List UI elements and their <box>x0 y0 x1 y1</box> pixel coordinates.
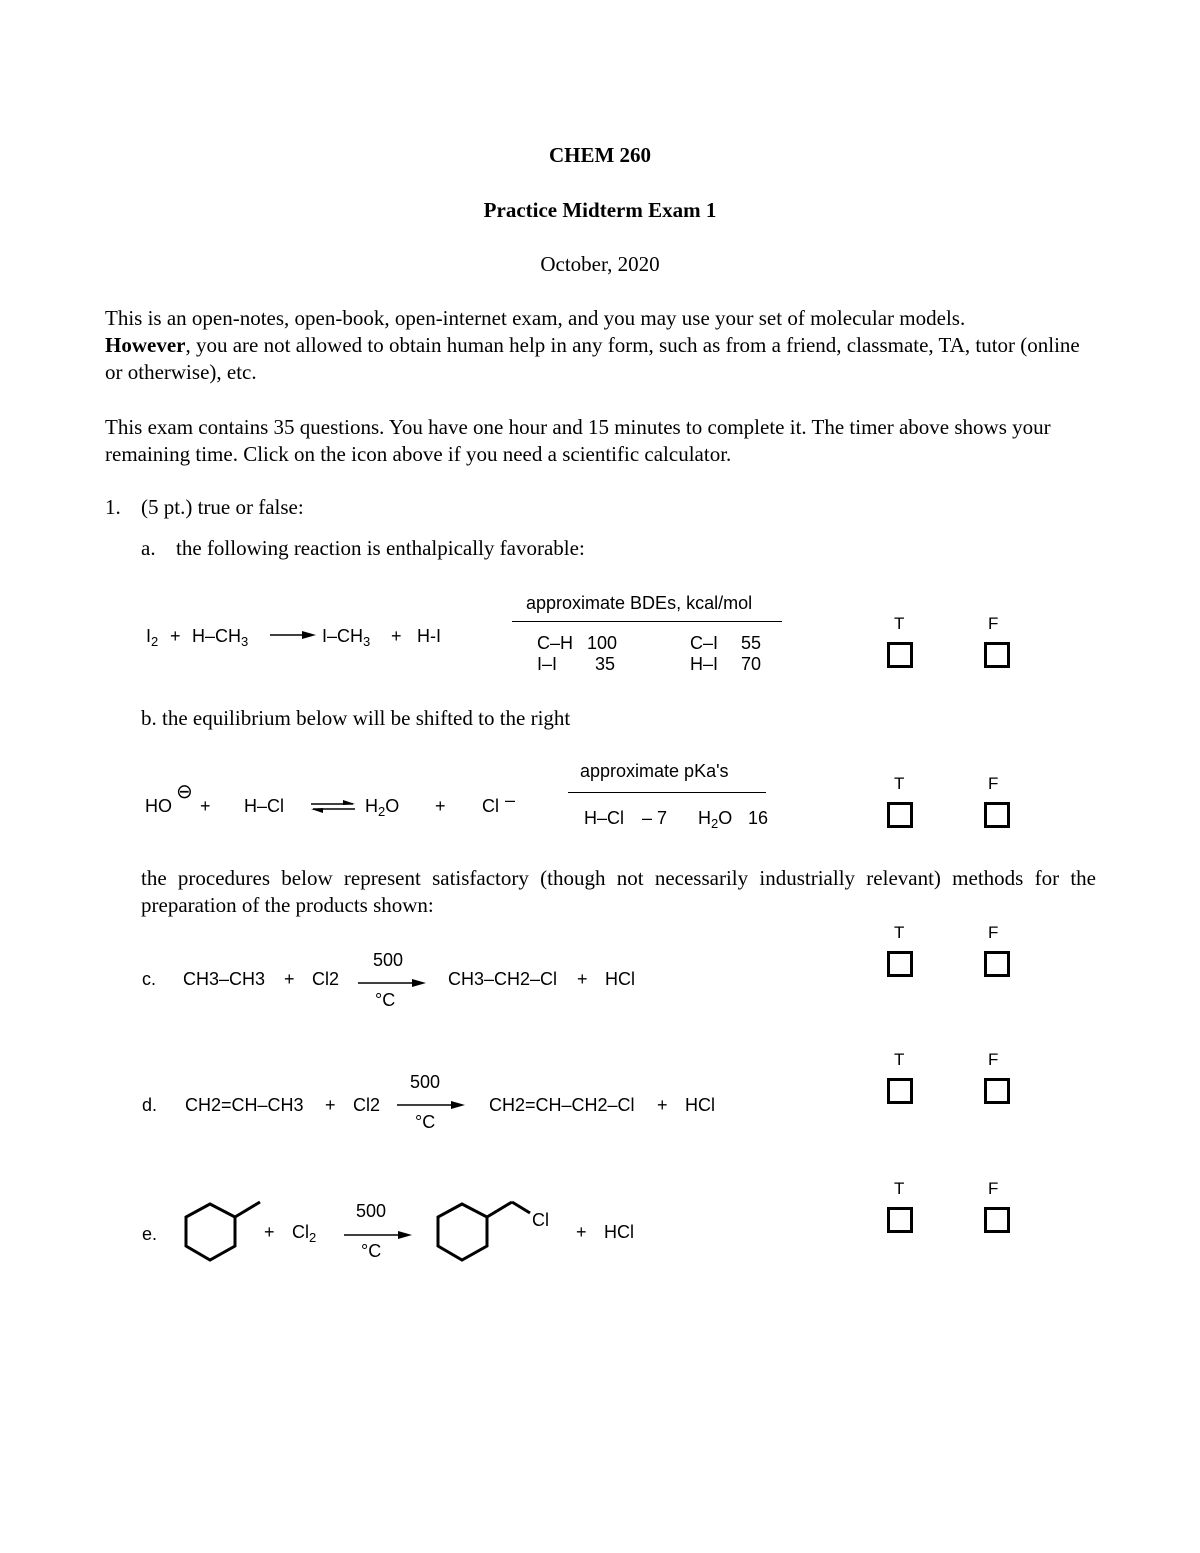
part-b-false-label: F <box>988 774 999 793</box>
however-emphasis: However <box>105 333 186 357</box>
part-b-text: b. the equilibrium below will be shifted to the right <box>141 706 571 730</box>
part-a-letter: a. <box>141 536 156 560</box>
part-a-product-1: $I-CH_3$ <box>322 626 371 649</box>
bde-value-1: 100 <box>587 633 618 653</box>
equilibrium-arrow-icon <box>311 799 357 813</box>
part-d-condition-unit: °C <box>415 1112 436 1132</box>
chloromethylcyclohexane-structure-icon <box>432 1198 542 1268</box>
part-e-condition-temp: 500 <box>356 1201 387 1221</box>
part-b-true-label: T <box>894 774 905 793</box>
part-b-reactant-1: HO <box>145 796 172 816</box>
part-e-plus-1: + <box>264 1222 275 1242</box>
part-d-reagent: Cl2 <box>353 1095 381 1115</box>
part-a-text: the following reaction is enthalpically favorable: <box>176 536 585 560</box>
part-a-plus-2: + <box>391 626 402 646</box>
bde-table-title: approximate BDEs, kcal/mol <box>526 593 753 613</box>
methylcyclohexane-structure-icon <box>180 1198 270 1268</box>
part-c-true-label: T <box>894 923 905 942</box>
part-d-letter: d. <box>142 1095 158 1115</box>
pka-value-1: – 7 <box>642 808 668 828</box>
bde-value-3: 35 <box>595 654 616 674</box>
part-c-false-checkbox[interactable] <box>984 951 1010 977</box>
course-title: CHEM 260 <box>548 143 652 167</box>
part-b-reactant-2: H–Cl <box>244 796 285 816</box>
part-c-plus-1: + <box>284 969 295 989</box>
part-c-reagent: Cl2 <box>312 969 340 989</box>
part-d-byproduct: HCl <box>685 1095 715 1115</box>
part-e-true-label: T <box>894 1179 905 1198</box>
part-a-true-checkbox[interactable] <box>887 642 913 668</box>
reaction-arrow-icon <box>344 1228 414 1242</box>
part-e-plus-2: + <box>576 1222 587 1242</box>
instructions-rest: , you are not allowed to obtain human help in any form, such as from a friend, classmate, TA, tutor (online or otherwise), etc. <box>105 333 1080 384</box>
part-c-plus-2: + <box>577 969 588 989</box>
reaction-arrow-icon <box>358 976 428 990</box>
part-d-condition-temp: 500 <box>410 1072 441 1092</box>
part-c-condition-temp: 500 <box>373 950 404 970</box>
part-a-false-label: F <box>988 614 999 633</box>
exam-date: October, 2020 <box>540 252 660 276</box>
part-a-true-label: T <box>894 614 905 633</box>
part-a-product-2: H-I <box>417 626 441 646</box>
question-prompt: (5 pt.) true or false: <box>141 495 304 519</box>
part-b-product-2: Cl <box>482 796 499 816</box>
instructions-paragraph-1 <box>105 305 1097 386</box>
part-b-plus-2: + <box>435 796 446 816</box>
part-e-false-checkbox[interactable] <box>984 1207 1010 1233</box>
part-d-false-checkbox[interactable] <box>984 1078 1010 1104</box>
reaction-arrow-icon <box>270 628 320 642</box>
part-b-true-checkbox[interactable] <box>887 802 913 828</box>
part-b-charge-2: – <box>505 790 516 810</box>
part-e-product-atom: Cl <box>532 1210 549 1230</box>
part-d-product: CH2=CH–CH2–Cl <box>489 1095 635 1115</box>
pka-acid-2: $H_2O$ <box>698 808 733 831</box>
pka-acid-1: H–Cl <box>584 808 625 828</box>
part-e-condition-unit: °C <box>361 1241 382 1261</box>
question-number: 1. <box>105 495 121 519</box>
part-e-letter: e. <box>142 1224 158 1244</box>
pka-table-divider <box>568 792 766 793</box>
part-a-reactant-1: $I_2$ <box>146 626 159 649</box>
bde-value-4: 70 <box>741 654 762 674</box>
part-a-plus-1: + <box>170 626 181 646</box>
part-c-letter: c. <box>142 969 157 989</box>
part-b-false-checkbox[interactable] <box>984 802 1010 828</box>
part-d-false-label: F <box>988 1050 999 1069</box>
bde-bond-1: C–H <box>537 633 574 653</box>
part-a-false-checkbox[interactable] <box>984 642 1010 668</box>
pka-value-2: 16 <box>748 808 769 828</box>
bde-bond-2: C–I <box>690 633 719 653</box>
bde-value-2: 55 <box>741 633 762 653</box>
part-b-charge-1: ⊖ <box>176 781 193 803</box>
bde-bond-4: H–I <box>690 654 719 674</box>
part-c-byproduct: HCl <box>605 969 635 989</box>
part-d-true-checkbox[interactable] <box>887 1078 913 1104</box>
reaction-arrow-icon <box>397 1098 467 1112</box>
part-b-plus-1: + <box>200 796 211 816</box>
part-e-true-checkbox[interactable] <box>887 1207 913 1233</box>
part-c-product: CH3–CH2–Cl <box>448 969 558 989</box>
instructions-line-1: This is an open-notes, open-book, open-internet exam, and you may use your set of molecular models. <box>105 306 966 330</box>
part-b-product-1: $H_2O$ <box>365 796 400 819</box>
part-c-true-checkbox[interactable] <box>887 951 913 977</box>
exam-title: Practice Midterm Exam 1 <box>483 198 717 222</box>
bde-table-divider <box>512 621 782 622</box>
pka-table-title: approximate pKa's <box>580 761 729 781</box>
bde-bond-3: I–I <box>537 654 558 674</box>
part-d-reactant: CH2=CH–CH3 <box>185 1095 304 1115</box>
part-a-reactant-2: $H-CH_3$ <box>192 626 249 649</box>
part-e-reagent: $Cl_2$ <box>292 1222 317 1245</box>
instructions-paragraph-2: This exam contains 35 questions. You have one hour and 15 minutes to complete it. The timer above shows your remaining time. Click on the icon above if you need a scientific calculator. <box>105 415 1051 466</box>
part-d-plus-1: + <box>325 1095 336 1115</box>
procedures-intro: the procedures below represent satisfactory (though not necessarily industrially relevant) methods for the preparation of the products shown: <box>141 866 1096 917</box>
part-e-false-label: F <box>988 1179 999 1198</box>
part-c-false-label: F <box>988 923 999 942</box>
part-e-byproduct: HCl <box>604 1222 634 1242</box>
part-d-plus-2: + <box>657 1095 668 1115</box>
part-c-condition-unit: °C <box>375 990 396 1010</box>
part-c-reactant: CH3–CH3 <box>183 969 266 989</box>
part-d-true-label: T <box>894 1050 905 1069</box>
